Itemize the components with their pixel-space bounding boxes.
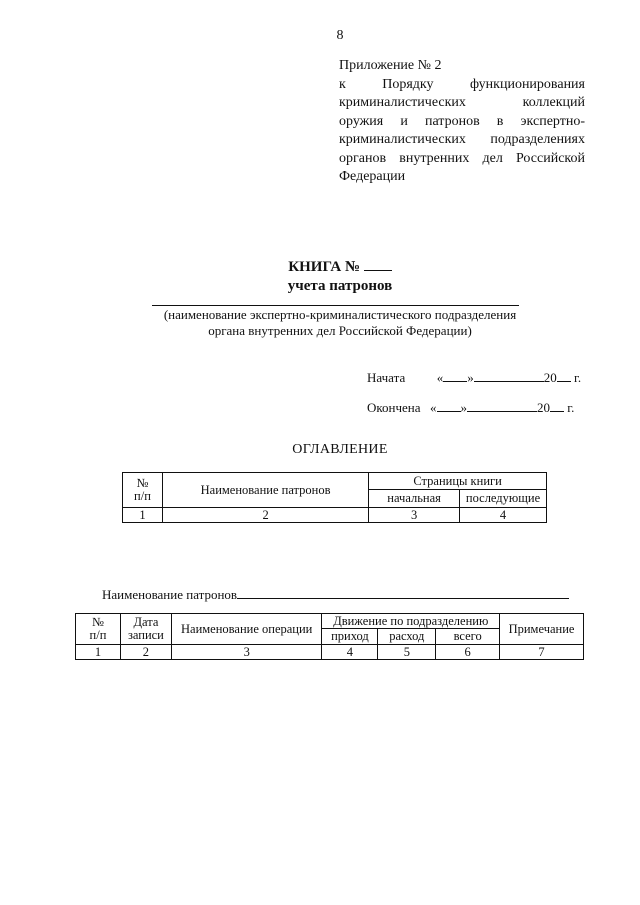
toc-header-num: № п/п xyxy=(123,473,163,508)
start-date-row xyxy=(367,369,581,386)
ledger-col-number: 5 xyxy=(378,645,436,660)
appendix-line: Приложение № 2 xyxy=(339,58,442,73)
book-number-blank[interactable] xyxy=(364,257,392,271)
ledger-col-number: 2 xyxy=(120,645,171,660)
end-date-century: 20 xyxy=(537,400,551,415)
organization-caption xyxy=(110,307,570,339)
appendix-line: к Порядку функционирования xyxy=(339,76,585,92)
appendix-line: органов внутренних дел Российской xyxy=(339,150,585,166)
toc-column-numbers-row xyxy=(123,508,547,523)
start-date-century: 20 xyxy=(543,370,557,385)
organization-caption-line: органа внутренних дел Российской Федерации) xyxy=(208,323,472,338)
toc-table xyxy=(122,472,547,523)
ledger-col-number: 7 xyxy=(500,645,584,660)
end-month-blank[interactable] xyxy=(467,399,537,412)
end-day-blank[interactable] xyxy=(437,399,461,412)
book-title xyxy=(200,257,480,296)
appendix-line: криминалистических коллекций xyxy=(339,95,585,110)
book-number-line xyxy=(200,257,480,277)
page-number: 8 xyxy=(336,28,344,43)
ledger-header-operation: Наименование операции xyxy=(171,614,322,645)
toc-col-number: 1 xyxy=(123,508,163,523)
toc-header-pages: Страницы книги xyxy=(369,473,547,490)
ledger-header-total: всего xyxy=(436,629,500,645)
ledger-header-date: Дата записи xyxy=(120,614,171,645)
start-date-close-quote: » xyxy=(467,370,474,385)
toc-col-number: 2 xyxy=(162,508,368,523)
start-date-label: Начата xyxy=(367,370,406,385)
ledger-col-number: 4 xyxy=(322,645,378,660)
cartridge-name-row xyxy=(102,586,569,603)
book-subtitle: учета патронов xyxy=(287,278,393,294)
end-date-year-suffix: г. xyxy=(567,400,575,415)
end-year-blank[interactable] xyxy=(550,399,564,412)
ledger-header-movement: Движение по подразделению xyxy=(322,614,500,629)
ledger-col-number: 1 xyxy=(76,645,121,660)
book-title-prefix: КНИГА № xyxy=(288,259,361,275)
toc-col-number: 3 xyxy=(369,508,460,523)
toc-header-name: Наименование патронов xyxy=(162,473,368,508)
start-date-year-suffix: г. xyxy=(573,370,582,385)
end-date-close-quote: » xyxy=(460,400,468,415)
start-year-blank[interactable] xyxy=(557,369,571,382)
end-date-label: Окончена xyxy=(367,400,421,415)
toc-header-row xyxy=(123,473,547,490)
ledger-header-note: Примечание xyxy=(500,614,584,645)
end-date-open-quote: « xyxy=(430,400,437,415)
end-date-row xyxy=(367,399,574,416)
toc-header-initial: начальная xyxy=(369,490,460,508)
start-date-open-quote: « xyxy=(436,370,444,385)
appendix-line: оружия и патронов в экспертно- xyxy=(339,113,585,129)
ledger-column-numbers-row xyxy=(76,645,584,660)
toc-col-number: 4 xyxy=(460,508,547,523)
start-month-blank[interactable] xyxy=(474,369,544,382)
ledger-header-expense: расход xyxy=(378,629,436,645)
ledger-header-income: приход xyxy=(322,629,378,645)
toc-header-subsequent: последующие xyxy=(460,490,547,508)
cartridge-name-label: Наименование патронов xyxy=(102,587,238,602)
cartridge-name-blank[interactable] xyxy=(237,586,569,599)
ledger-header-row xyxy=(76,614,584,629)
ledger-header-num: № п/п xyxy=(76,614,121,645)
toc-heading: ОГЛАВЛЕНИЕ xyxy=(292,442,388,457)
appendix-reference xyxy=(339,57,585,187)
organization-caption-line: (наименование экспертно-криминалистического подразделения xyxy=(163,307,517,322)
ledger-table xyxy=(75,613,584,660)
ledger-col-number: 6 xyxy=(436,645,500,660)
organization-name-line[interactable] xyxy=(152,305,519,306)
ledger-col-number: 3 xyxy=(171,645,322,660)
start-day-blank[interactable] xyxy=(443,369,467,382)
appendix-line: криминалистических подразделениях xyxy=(339,132,585,147)
appendix-line: Федерации xyxy=(339,169,406,184)
